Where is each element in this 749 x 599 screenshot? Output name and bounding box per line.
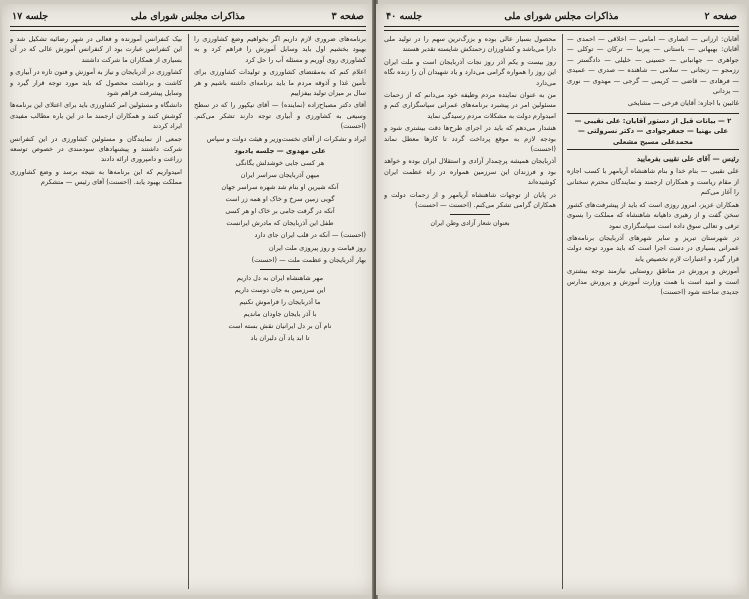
right-columns <box>384 34 739 589</box>
paragraph: ایراد و تشکرات از آقای نخست‌وزیر و هیئت دولت و سپاس <box>206 134 366 143</box>
paragraph: علی نقیبی — بنام خدا و بنام شاهنشاه آریامهر با کسب اجازه از مقام ریاست و همکاران ارجمند و نمایندگان محترم سخنانی را آغاز می‌کنم <box>567 167 739 197</box>
left-page <box>2 4 374 595</box>
column-divider <box>562 34 563 589</box>
poem-line: میهن آذربایجان سراسر ایران <box>240 171 320 180</box>
column-divider <box>188 34 189 589</box>
paragraph: محصول بسیار عالی بوده و بزرگ‌ترین سهم را در تولید ملی دارا می‌باشد و کشاورزان زحمتکش شایسته تقدیر هستند <box>384 35 556 54</box>
right-session-number: جلسه ۴۰ <box>386 11 423 22</box>
paragraph: روز قیامت و روز پیروزی ملت ایران <box>268 243 366 252</box>
paragraph: آذربایجان همیشه پرچمدار آزادی و استقلال ایران بوده و خواهد بود و فرزندان این سرزمین همواره در راه عظمت ایران کوشیده‌اند <box>384 157 556 187</box>
poem-line: گویی زمین سرخ و خاک او همه زر است <box>225 195 335 204</box>
paragraph: آموزش و پرورش در مناطق روستایی نیازمند توجه بیشتری است و امید است با همت وزارت آموزش و پرورش مدارس جدیدی ساخته شود (احسنت) <box>567 267 739 296</box>
paragraph: جمعی از نمایندگان و مسئولین کشاورزی در این کنفرانس شرکت داشتند و پیشنهادهای سودمندی در خصوص توسعه زراعت و دامپروری ارائه دادند <box>10 134 182 164</box>
poem-line: با آذر بایجان جاودان ماندیم <box>243 309 317 318</box>
speaker-line: علی مهدوی — جلسه یادبود <box>234 147 326 156</box>
poem-line: هر کسی جایی خوشدلش یگانگی <box>235 159 325 168</box>
poem-line: این سرزمین به جان دوست داریم <box>234 285 326 294</box>
right-page-number: صفحه ۲ <box>704 11 737 22</box>
paragraph: کشاورزی در آذربایجان و نیاز به آموزش و فنون تازه در آبیاری و کاشت و برداشت محصول که باید مورد توجه قرار گیرد و وسایل پیشرفت فراهم شود <box>10 68 182 98</box>
paragraph: (احسنت) — آنکه در قلب ایران جای دارد <box>254 231 366 240</box>
right-header-rule <box>384 28 739 31</box>
left-header-rule <box>10 28 366 31</box>
left-page-title: مذاکرات مجلس شورای ملی <box>130 11 246 22</box>
right-page-right-column <box>567 34 739 589</box>
paragraph: من به عنوان نماینده مردم وظیفه خود می‌دانم که از زحمات مسئولین امر در پیشبرد برنامه‌های عمرانی سپاسگزاری کنم و امیدوارم دولت به مشکلات مردم رسیدگی نماید <box>384 91 556 120</box>
session-title: ۲ — بیانات قبل از دستور آقایان: علی نقیبی — علی بهنیا — جعفرجوادی — دکتر نسرولتی — محمدعلی مسیح مشعلی <box>567 113 739 150</box>
paragraph: برنامه‌های ضروری لازم داریم اگر بخواهیم وضع کشاورزی را بهبود بخشیم اول باید وسایل آموزش را فراهم کرد و به کشاورزی روی آوریم و مسئله آب را حل کرد <box>194 35 366 64</box>
divider <box>450 214 490 215</box>
paragraph: روز بیست و یکم آذر روز نجات آذربایجان است و ملت ایران این روز را همواره گرامی می‌دارد و یاد شهیدان آن را زنده نگاه می‌دارد <box>384 57 556 87</box>
paragraph: بیک کنفرانس آموزنده و فعالی در شهر رضائیه تشکیل شد و این کنفرانس عبارت بود از کنفرانس آموزش عالی که در آن بسیاری از همکاران ما شرکت داشتند <box>10 35 182 64</box>
paragraph: بهار آذربایجان و عظمت ملت — (احسنت) <box>251 256 366 265</box>
left-page-header <box>10 10 366 27</box>
right-page <box>376 4 747 595</box>
poem-line: آنکه در گرفت جامی بر خاک او هر کسی <box>225 207 335 216</box>
poem-top <box>194 158 366 229</box>
right-page-title: مذاکرات مجلس شورای ملی <box>504 11 619 22</box>
paragraph: در شهرستان تبریز و سایر شهرهای آذربایجان برنامه‌های عمرانی بسیاری در دست اجرا است که باید مورد توجه دولت قرار گیرد و اعتبارات لازم تخصیص یابد <box>567 233 739 263</box>
paragraph: در پایان از توجهات شاهنشاه آریامهر و از زحمات دولت و همکاران گرامی تشکر می‌کنم. (احسنت — احسنت) <box>384 190 556 210</box>
right-page-left-column <box>384 34 556 589</box>
poem-line: مهر شاهنشاه ایران به دل داریم <box>236 273 324 282</box>
paragraph: هشدار می‌دهم که باید در اجرای طرح‌ها دقت بیشتری شود و بودجه لازم به موقع پرداخت گردد تا کارها معطل نماند (احسنت) <box>384 124 556 154</box>
paragraph: امیدواریم که این برنامه‌ها به نتیجه برسد و وضع کشاورزی مملکت بهبود یابد. (احسنت) آقای رئیس — متشکرم <box>10 167 182 187</box>
poem-bottom <box>194 273 366 344</box>
footer-line: بعنوان شعار آزادی وطن ایران <box>430 218 510 227</box>
divider <box>260 269 300 270</box>
paragraph: دانشگاه و مسئولین امر کشاورزی باید برای اعتلای این برنامه‌ها کوشش کنند و همکاران ارجمند ما در این باره مطالب مفیدی ایراد کردند <box>10 101 182 131</box>
paragraph: آقای دکتر مصباح‌زاده (نماینده) — آقای نیکپور را که در سطح وسیعی به کشاورزی و آبیاری توجه دارند تشکر می‌کنم. (احسنت) <box>194 101 366 131</box>
paragraph: غائبین با اجازه: آقایان فرخی — مشایخی <box>627 99 739 108</box>
poem-line: ما آذربایجان را فراموش نکنیم <box>239 297 321 306</box>
poem-line: طفل این آذربایجان که مادرش ایرانست <box>226 219 334 228</box>
poem-line: تا ابد یاد آن دلیران باد <box>250 333 310 342</box>
left-page-right-column <box>194 34 366 589</box>
right-page-header <box>384 10 739 27</box>
left-columns <box>10 34 366 589</box>
paragraph: آقایان: ارزانی — انصاری — امامی — اخلاقی — احمدی — آقایان: بهبهانی — باستانی — پیرنیا — ترکان — توکلی — جواهری — جهانبانی — حسینی — خلیلی — دادگستر — رزمجو — زنجانی — سلامی — شاهنده — صدری — عمیدی — فرهادی — قاضی — کریمی — گرجی — مهدوی — نوری — یزدانی <box>567 35 739 96</box>
speaker-line: رئیس — آقای علی نقیبی بفرمایید <box>637 154 739 164</box>
left-session-number: جلسه ۱۷ <box>12 11 49 22</box>
poem-line: نام آن بر دل ایرانیان نقش بسته است <box>228 321 332 330</box>
poem-line: آنکه شیرین او بنام شد شهره سراسر جهان <box>221 183 339 192</box>
left-page-number: صفحه ۳ <box>331 11 364 22</box>
paragraph: همکاران عزیز، امروز روزی است که باید از پیشرفت‌های کشور سخن گفت و از رهبری داهیانه شاهنشاه که مملکت را بسوی ترقی و تعالی سوق داده است سپاسگزاری نمود <box>567 200 739 230</box>
paragraph: اعلام کنم که به‌مقتضای کشاورزی و تولیدات کشاورزی برای تأمین غذا و آذوقه مردم ما باید برنامه‌ای داشته باشیم و هر سال بر میزان تولید بیفزاییم <box>194 68 366 98</box>
left-page-left-column <box>10 34 182 589</box>
